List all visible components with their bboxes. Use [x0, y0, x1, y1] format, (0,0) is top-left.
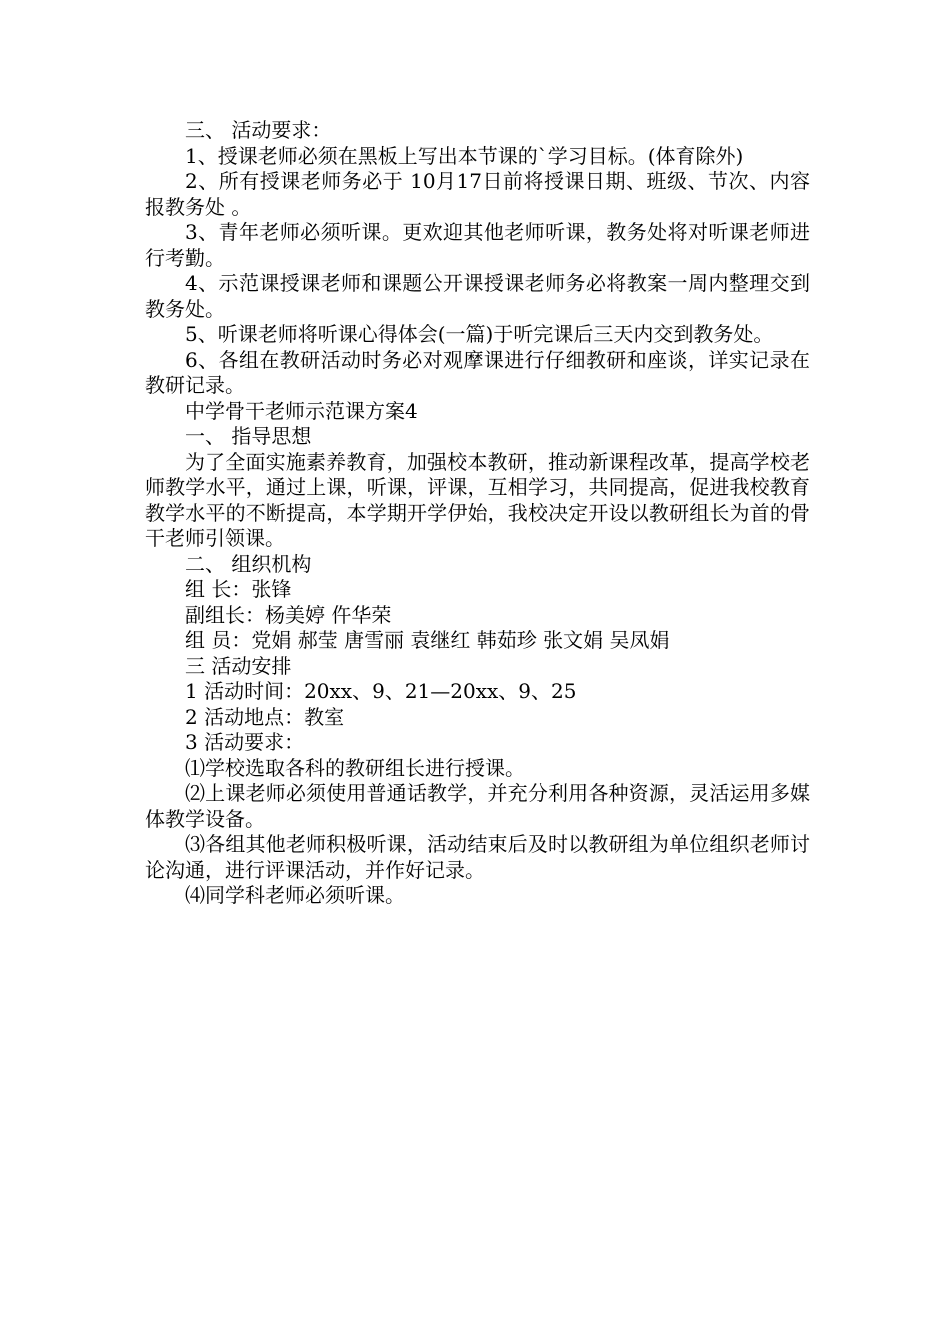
section-heading-activity-requirements: 三、 活动要求：	[185, 118, 332, 142]
plan-title: 中学骨干老师示范课方案4	[185, 398, 418, 423]
document-page	[145, 118, 810, 909]
organization-members: 组 员：党娟 郝莹 唐雪丽 袁继红 韩茹珍 张文娟 吴凤娟	[185, 628, 670, 652]
requirement-item-4: 4、示范课授课老师和课题公开课授课老师务必将教案一周内整理交到教务处。	[145, 271, 810, 321]
activity-location: 2 活动地点：教室	[185, 704, 345, 729]
section-heading-organization: 二、 组织机构	[185, 551, 312, 576]
organization-deputy-leaders: 副组长：杨美婷 仵华荣	[185, 602, 392, 627]
guiding-thought-paragraph: 为了全面实施素养教育，加强校本教研，推动新课程改革，提高学校老师教学水平，通过上课，听课，评课，互相学习，共同提高，促进我校教育教学水平的不断提高，本学期开学伊始，我校决定开设以教研组长为首的骨干老师引领课。	[145, 449, 810, 550]
activity-requirements-heading: 3 活动要求：	[185, 730, 305, 754]
requirement-item-6: 6、各组在教研活动时务必对观摩课进行仔细教研和座谈，详实记录在教研记录。	[145, 347, 810, 397]
requirement-item-3: 3、青年老师必须听课。更欢迎其他老师听课，教务处将对听课老师进行考勤。	[145, 220, 810, 270]
section-heading-activity-arrangement: 三 活动安排	[185, 653, 292, 678]
activity-requirement-4: ⑷同学科老师必须听课。	[185, 883, 405, 907]
requirement-item-1: 1、授课老师必须在黑板上写出本节课的`学习目标。(体育除外)	[185, 143, 744, 168]
requirement-item-2: 2、所有授课老师务必于 10月17日前将授课日期、班级、节次、内容报教务处 。	[145, 169, 810, 219]
activity-time: 1 活动时间：20xx、9、21—20xx、9、25	[185, 679, 577, 703]
activity-requirement-1: ⑴学校选取各科的教研组长进行授课。	[185, 755, 525, 780]
section-heading-guiding-thought: 一、 指导思想	[185, 424, 312, 448]
requirement-item-5: 5、听课老师将听课心得体会(一篇)于听完课后三天内交到教务处。	[185, 322, 774, 346]
organization-leader: 组 长：张锋	[185, 577, 292, 601]
activity-requirement-2: ⑵上课老师必须使用普通话教学，并充分利用各种资源，灵活运用多媒体教学设备。	[145, 781, 810, 831]
activity-requirement-3: ⑶各组其他老师积极听课，活动结束后及时以教研组为单位组织老师讨论沟通，进行评课活动，并作好记录。	[145, 832, 810, 882]
